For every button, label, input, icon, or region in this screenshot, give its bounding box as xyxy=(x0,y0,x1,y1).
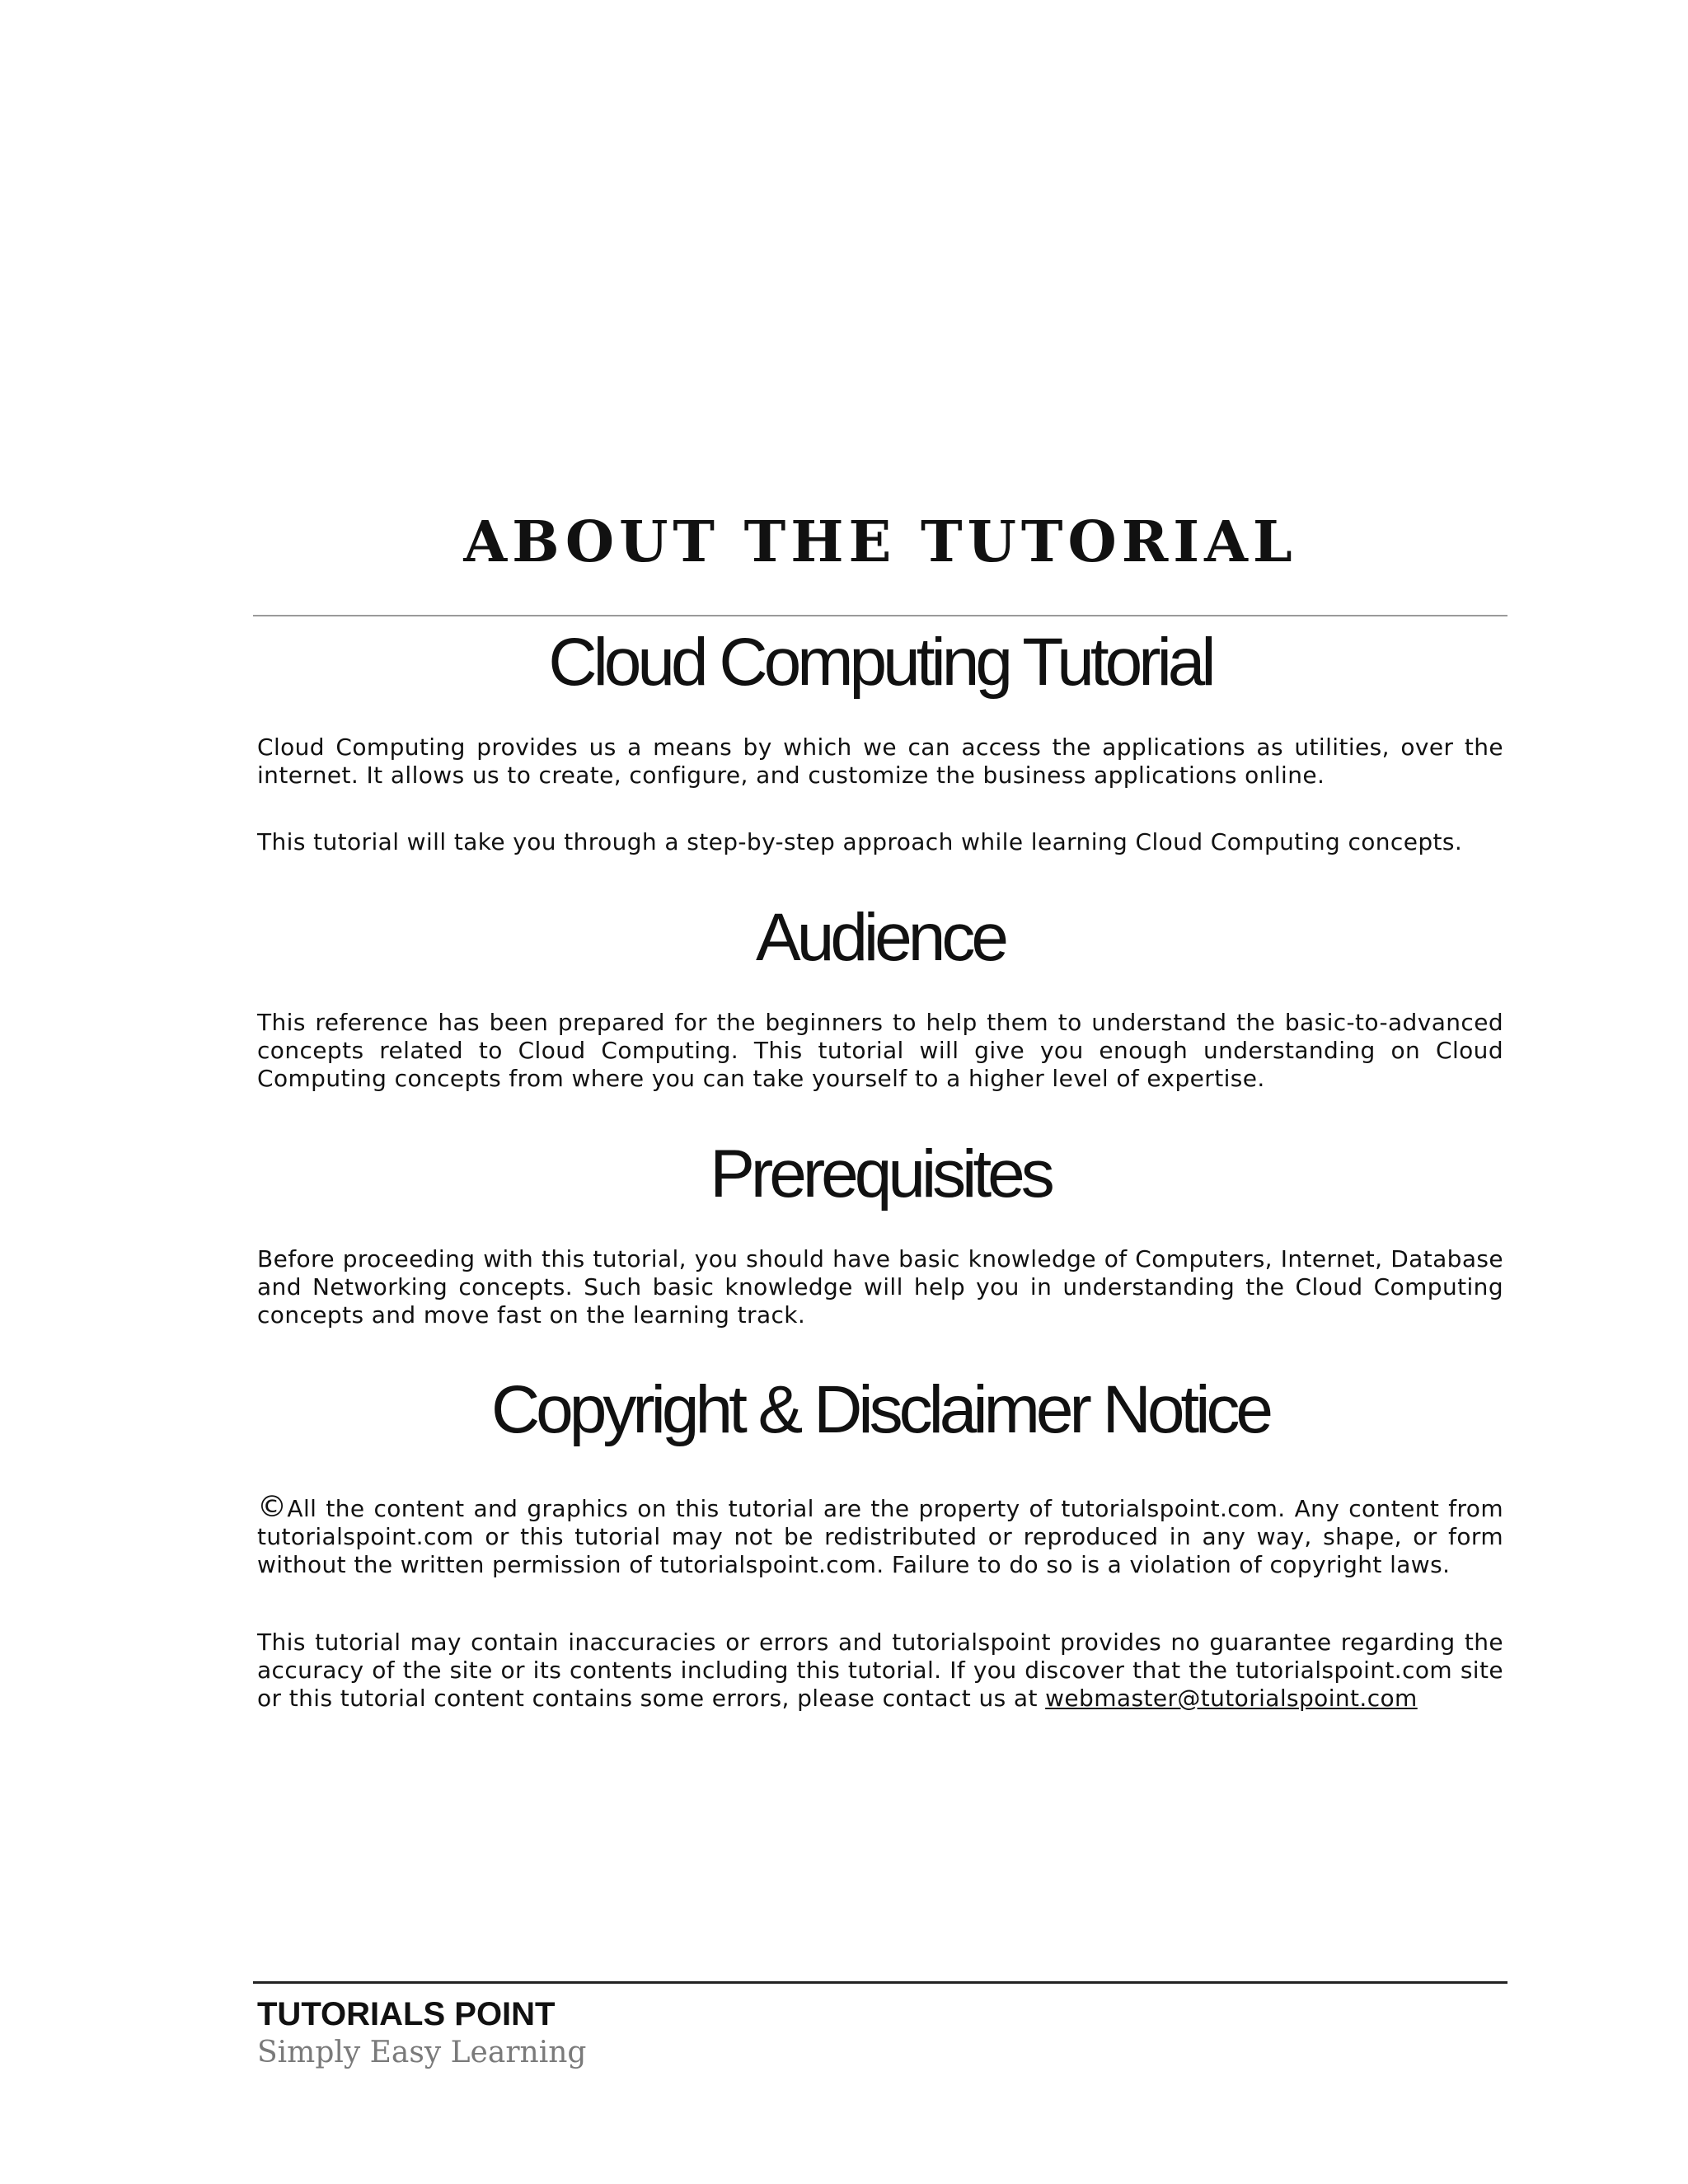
footer-divider xyxy=(253,1981,1507,1984)
footer-tagline: Simply Easy Learning xyxy=(257,2036,587,2069)
webmaster-email-link[interactable]: webmaster@tutorialspoint.com xyxy=(1045,1685,1418,1712)
audience-paragraph: This reference has been prepared for the beginners to help them to understand the basic-to-advanced concepts related to Cloud Computing. This tutorial will give you enough understanding on Cloud Computing concepts from where you can take yourself to a higher level of expertise. xyxy=(257,1009,1503,1092)
heading-audience: Audience xyxy=(756,900,1005,975)
intro-paragraph-1: Cloud Computing provides us a means by which we can access the applications as utilities, over the internet. It allows us to create, configure, and customize the business applications online. xyxy=(257,733,1503,789)
copyright-symbol: © xyxy=(257,1490,288,1524)
copyright-paragraph xyxy=(257,1490,1503,1579)
disclaimer-text: This tutorial may contain inaccuracies or errors and tutorialspoint provides no guarantee regarding the accuracy of the site or its contents including this tutorial. If you discover that the tutorialspoint.com site or this tutorial content contains some errors, please contact us at xyxy=(257,1629,1503,1712)
intro-paragraph-2: This tutorial will take you through a step-by-step approach while learning Cloud Computing concepts. xyxy=(257,828,1463,855)
top-divider xyxy=(253,615,1507,616)
copyright-text: All the content and graphics on this tutorial are the property of tutorialspoint.com. Any content from tutorialspoint.com or this tutorial may not be redistributed or reproduced in any way, shape, or form without the written permission of tutorialspoint.com. Failure to do so is a violation of copyright laws. xyxy=(257,1495,1503,1578)
footer-brand: TUTORIALS POINT xyxy=(257,1996,556,2032)
prerequisites-paragraph: Before proceeding with this tutorial, you should have basic knowledge of Computers, Internet, Database and Networking concepts. Such basic knowledge will help you in understanding the Cloud Computing concepts and move fast on the learning track. xyxy=(257,1245,1503,1329)
document-page xyxy=(253,0,1507,2184)
about-title: ABOUT THE TUTORIAL xyxy=(463,509,1297,575)
disclaimer-paragraph xyxy=(257,1629,1503,1713)
heading-copyright-disclaimer: Copyright & Disclaimer Notice xyxy=(490,1372,1270,1447)
heading-prerequisites: Prerequisites xyxy=(710,1137,1051,1212)
heading-cloud-computing-tutorial: Cloud Computing Tutorial xyxy=(548,625,1212,700)
